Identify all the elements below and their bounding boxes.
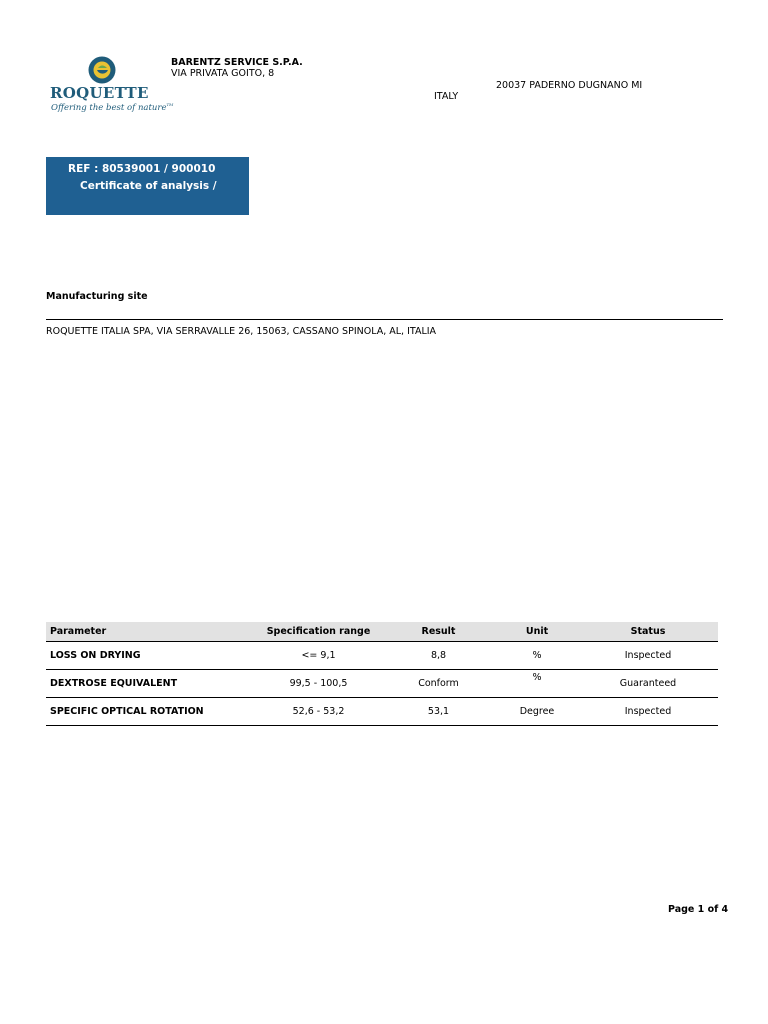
row-unit: Degree [519, 706, 555, 717]
document-title: Certificate of analysis / [80, 180, 217, 192]
results-table [46, 622, 718, 726]
logo-tagline: Offering the best of nature™ [51, 102, 174, 113]
header-spec: Specification range [266, 626, 371, 637]
recipient-street: VIA PRIVATA GOITO, 8 [171, 68, 275, 79]
row-result: 53,1 [427, 706, 450, 717]
table-header [46, 622, 718, 642]
header-parameter: Parameter [50, 626, 107, 637]
row-status: Guaranteed [619, 678, 677, 689]
row-spec: 99,5 - 100,5 [289, 678, 348, 689]
row-unit: % [532, 650, 542, 661]
row-unit: % [532, 672, 542, 683]
header-result: Result [421, 626, 456, 637]
manufacturing-title: Manufacturing site [46, 291, 148, 302]
table-row [46, 642, 718, 670]
row-status: Inspected [624, 650, 672, 661]
recipient-city: 20037 PADERNO DUGNANO MI [496, 80, 643, 91]
row-parameter: DEXTROSE EQUIVALENT [50, 678, 178, 689]
divider [46, 319, 723, 320]
header-unit: Unit [525, 626, 549, 637]
row-spec: <= 9,1 [301, 650, 336, 661]
reference-box [46, 157, 249, 215]
row-parameter: LOSS ON DRYING [50, 650, 141, 661]
row-status: Inspected [624, 706, 672, 717]
reference-number: REF : 80539001 / 900010 [68, 163, 216, 175]
manufacturing-site-address: ROQUETTE ITALIA SPA, VIA SERRAVALLE 26, 15063, CASSANO SPINOLA, AL, ITALIA [46, 326, 437, 337]
roquette-emblem-icon [88, 56, 116, 84]
roquette-logo [50, 56, 174, 116]
page-number: Page 1 of 4 [668, 904, 729, 915]
row-parameter: SPECIFIC OPTICAL ROTATION [50, 706, 204, 717]
row-spec: 52,6 - 53,2 [292, 706, 345, 717]
table-row [46, 670, 718, 698]
recipient-name: BARENTZ SERVICE S.P.A. [171, 57, 303, 68]
logo-wordmark: ROQUETTE [50, 84, 149, 102]
row-result: 8,8 [430, 650, 447, 661]
row-result: Conform [418, 678, 459, 689]
table-row [46, 698, 718, 726]
recipient-country: ITALY [434, 91, 459, 102]
header-status: Status [630, 626, 666, 637]
